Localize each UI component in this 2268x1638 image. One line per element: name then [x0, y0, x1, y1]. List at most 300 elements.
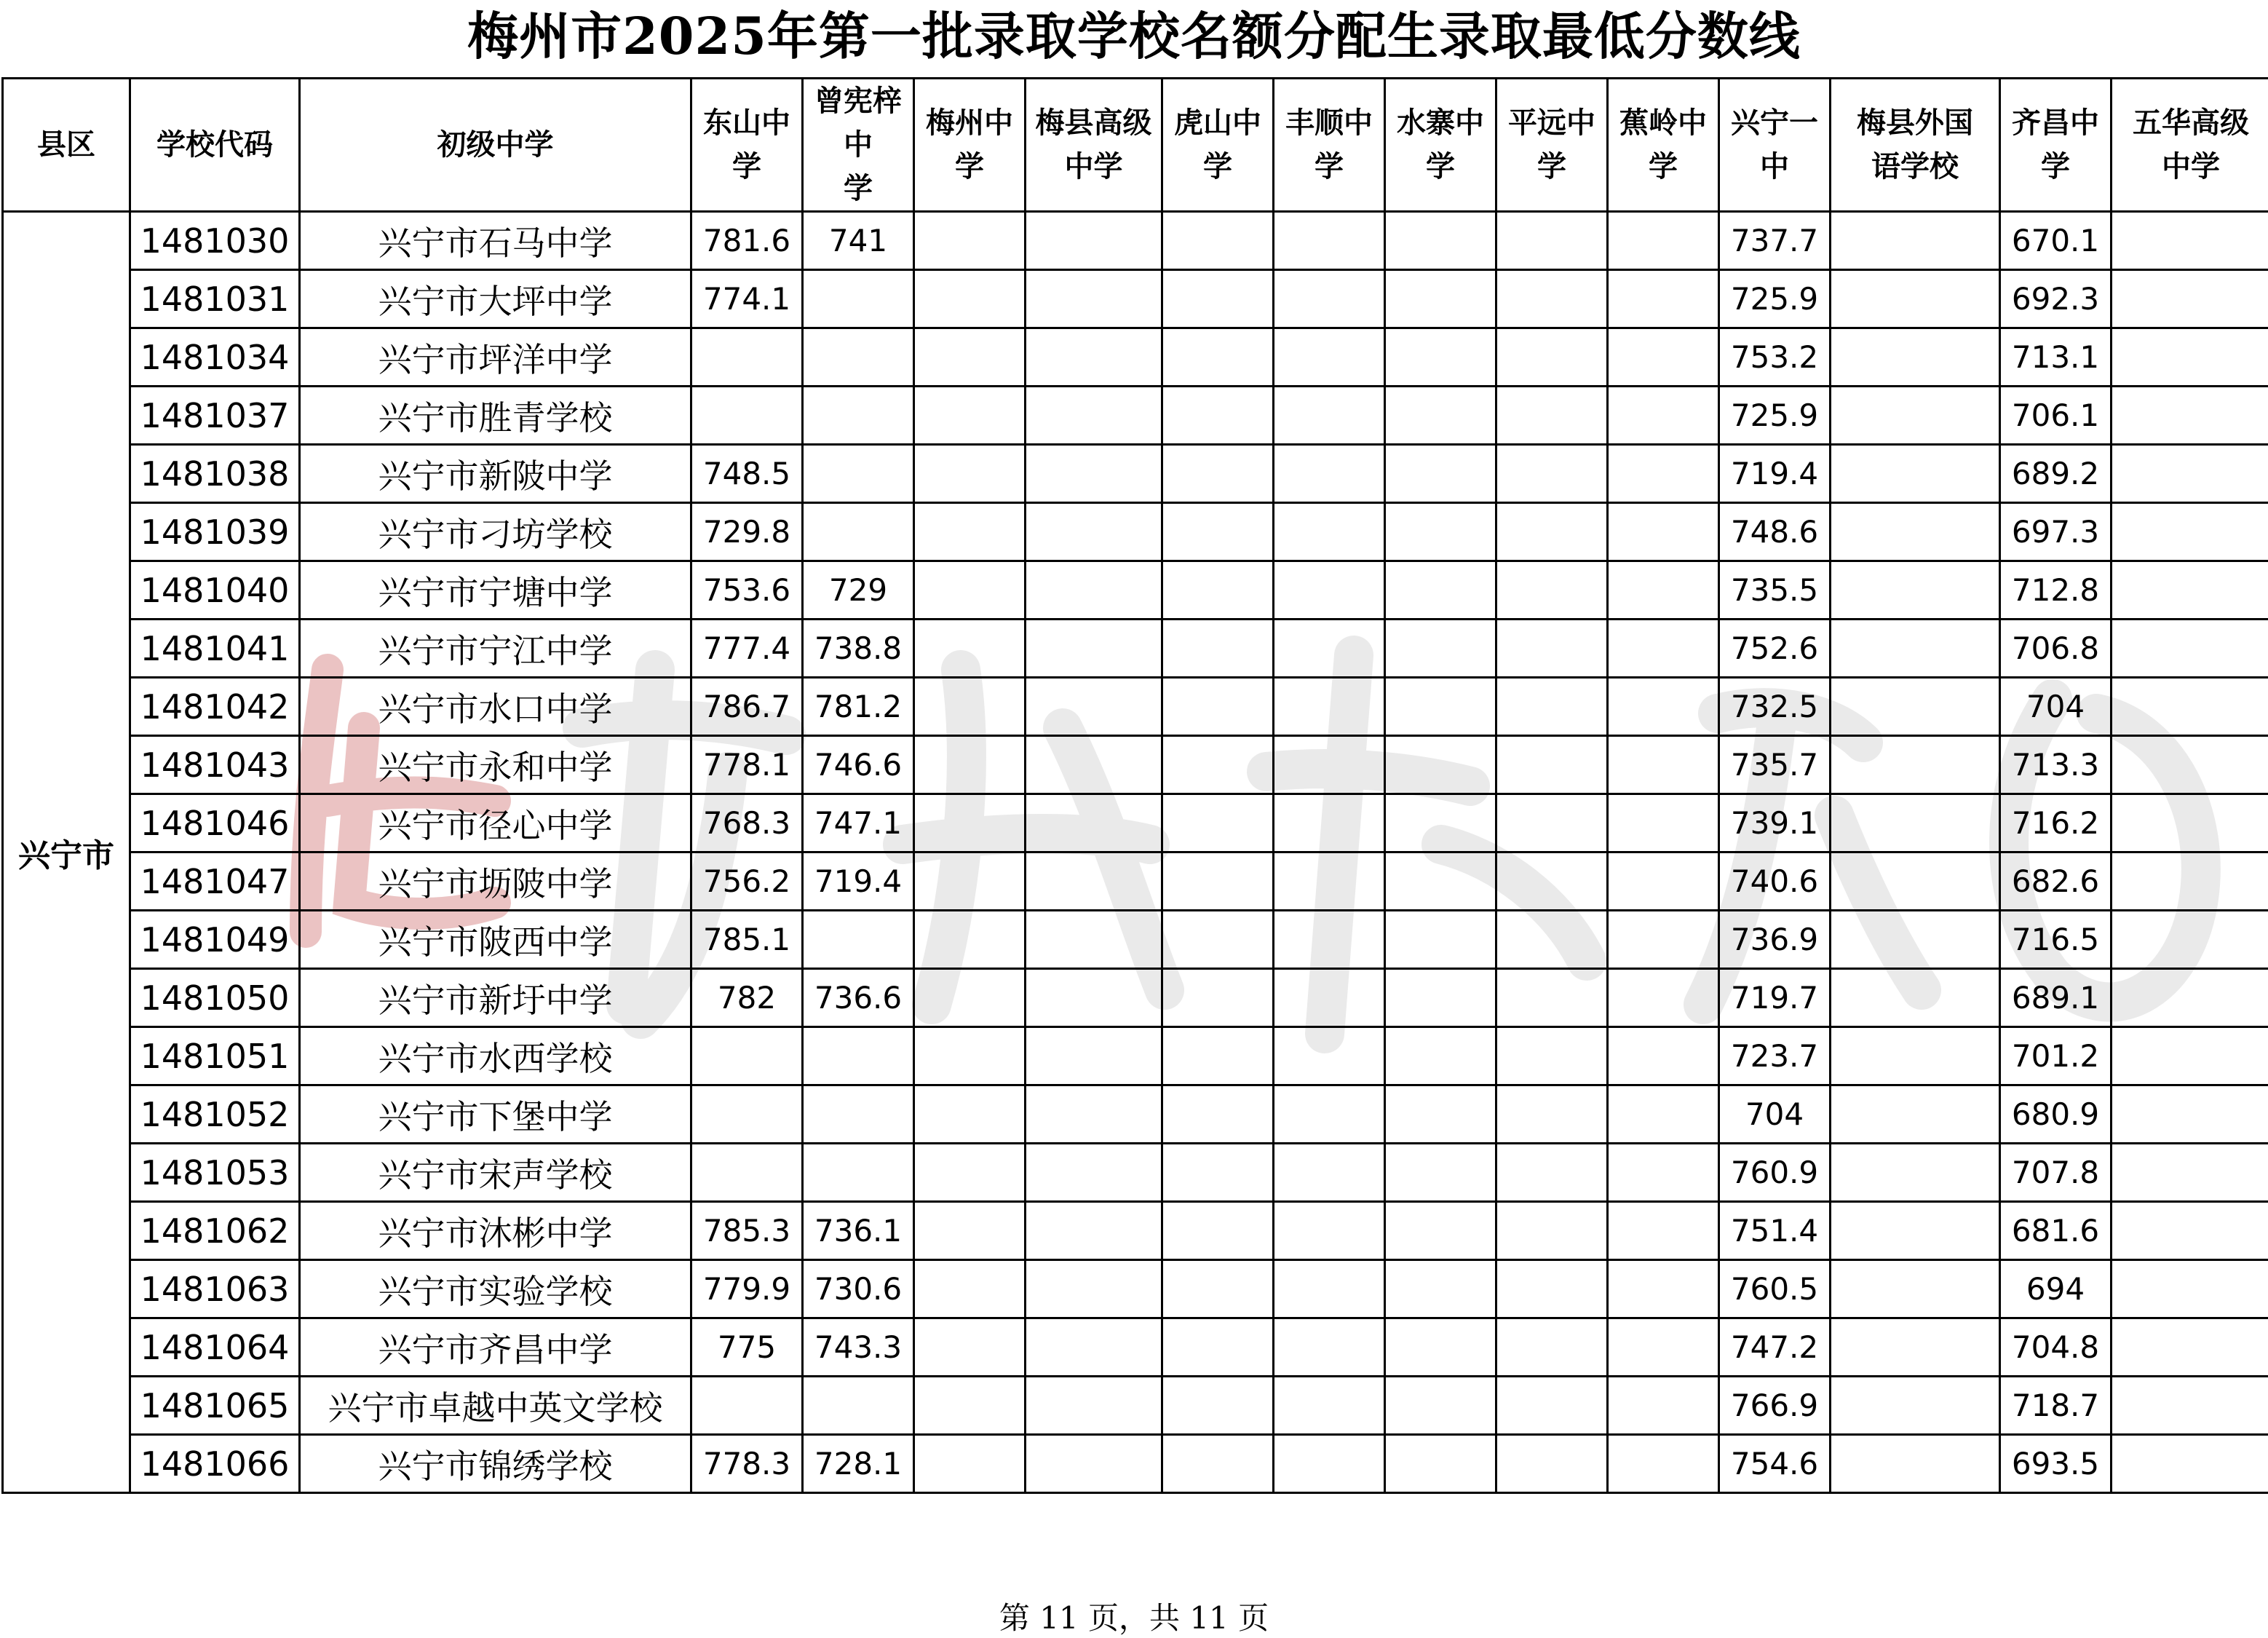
- score-cell: [1385, 1027, 1496, 1085]
- score-cell: 712.8: [2000, 561, 2112, 620]
- header-cell: 兴宁一 中: [1719, 79, 1831, 212]
- score-cell: 785.1: [691, 911, 803, 969]
- school-name-cell: 兴宁市实验学校: [300, 1260, 691, 1318]
- page-footer: 第 11 页，共 11 页: [0, 1594, 2268, 1638]
- score-cell: [1026, 1085, 1162, 1144]
- score-cell: [914, 270, 1026, 328]
- score-cell: [1162, 561, 1274, 620]
- score-cell: [914, 1260, 1026, 1318]
- score-cell: [1608, 445, 1719, 503]
- score-cell: [1385, 794, 1496, 852]
- score-cell: [1496, 328, 1608, 387]
- score-cell: [2112, 911, 2268, 969]
- school-name-cell: 兴宁市径心中学: [300, 794, 691, 852]
- score-cell: [1274, 794, 1385, 852]
- score-cell: [2112, 1144, 2268, 1202]
- header-cell: 蕉岭中 学: [1608, 79, 1719, 212]
- school-code-cell: 1481038: [130, 445, 300, 503]
- score-cell: [914, 1085, 1026, 1144]
- score-cell: [1162, 1085, 1274, 1144]
- score-cell: 748.6: [1719, 503, 1831, 561]
- score-cell: [914, 445, 1026, 503]
- score-cell: 753.2: [1719, 328, 1831, 387]
- score-cell: [803, 1027, 914, 1085]
- header-cell: 梅州中 学: [914, 79, 1026, 212]
- score-cell: [1274, 387, 1385, 445]
- score-cell: [914, 678, 1026, 736]
- score-cell: [1274, 328, 1385, 387]
- score-cell: [1162, 620, 1274, 678]
- school-code-cell: 1481031: [130, 270, 300, 328]
- score-cell: 741: [803, 212, 914, 270]
- score-cell: [1608, 503, 1719, 561]
- score-cell: [1274, 620, 1385, 678]
- header-cell: 县区: [3, 79, 130, 212]
- school-code-cell: 1481064: [130, 1318, 300, 1377]
- score-cell: [914, 1377, 1026, 1435]
- score-cell: 740.6: [1719, 852, 1831, 911]
- score-cell: [1385, 1202, 1496, 1260]
- score-cell: [1608, 212, 1719, 270]
- score-cell: [1274, 1260, 1385, 1318]
- score-cell: [1496, 911, 1608, 969]
- score-cell: [2112, 620, 2268, 678]
- score-cell: 693.5: [2000, 1435, 2112, 1493]
- score-cell: [1274, 678, 1385, 736]
- score-cell: [1026, 212, 1162, 270]
- score-cell: [1274, 1202, 1385, 1260]
- score-cell: [1162, 270, 1274, 328]
- score-cell: [1026, 1318, 1162, 1377]
- score-cell: 729: [803, 561, 914, 620]
- score-cell: [914, 794, 1026, 852]
- school-code-cell: 1481043: [130, 736, 300, 794]
- school-name-cell: 兴宁市陂西中学: [300, 911, 691, 969]
- score-cell: [1274, 1377, 1385, 1435]
- score-cell: [914, 1027, 1026, 1085]
- score-cell: [1385, 1377, 1496, 1435]
- school-code-cell: 1481065: [130, 1377, 300, 1435]
- score-cell: [1496, 852, 1608, 911]
- score-cell: [1385, 1144, 1496, 1202]
- school-code-cell: 1481050: [130, 969, 300, 1027]
- score-cell: [1608, 1318, 1719, 1377]
- school-name-cell: 兴宁市新陂中学: [300, 445, 691, 503]
- table-row: [3, 794, 2268, 852]
- score-cell: [1385, 445, 1496, 503]
- score-cell: [914, 1144, 1026, 1202]
- school-code-cell: 1481063: [130, 1260, 300, 1318]
- score-cell: [803, 1085, 914, 1144]
- header-cell: 丰顺中 学: [1274, 79, 1385, 212]
- school-name-cell: 兴宁市沐彬中学: [300, 1202, 691, 1260]
- score-cell: [2112, 1318, 2268, 1377]
- school-code-cell: 1481041: [130, 620, 300, 678]
- school-code-cell: 1481066: [130, 1435, 300, 1493]
- score-cell: [1496, 445, 1608, 503]
- score-cell: 725.9: [1719, 270, 1831, 328]
- score-cell: [1385, 620, 1496, 678]
- score-cell: [691, 1085, 803, 1144]
- school-code-cell: 1481034: [130, 328, 300, 387]
- score-cell: 747.1: [803, 794, 914, 852]
- score-cell: [1608, 1085, 1719, 1144]
- score-cell: [2112, 1435, 2268, 1493]
- score-cell: [1831, 1027, 2000, 1085]
- score-cell: [1026, 1377, 1162, 1435]
- score-cell: [2112, 561, 2268, 620]
- score-cell: [914, 212, 1026, 270]
- score-cell: [1831, 678, 2000, 736]
- score-cell: [2112, 1260, 2268, 1318]
- score-cell: [1162, 678, 1274, 736]
- score-cell: [2112, 1085, 2268, 1144]
- table-row: [3, 678, 2268, 736]
- score-cell: [1162, 1027, 1274, 1085]
- score-cell: [1385, 212, 1496, 270]
- score-cell: [803, 1377, 914, 1435]
- table-row: [3, 1144, 2268, 1202]
- score-cell: [2112, 678, 2268, 736]
- table-row: [3, 445, 2268, 503]
- score-cell: [1274, 445, 1385, 503]
- score-cell: 707.8: [2000, 1144, 2112, 1202]
- score-cell: [1608, 1144, 1719, 1202]
- score-cell: [1496, 503, 1608, 561]
- score-cell: [1496, 1085, 1608, 1144]
- score-cell: [1831, 1144, 2000, 1202]
- score-cell: 743.3: [803, 1318, 914, 1377]
- score-cell: [1831, 387, 2000, 445]
- score-cell: [1026, 503, 1162, 561]
- score-cell: [1496, 1435, 1608, 1493]
- score-cell: 748.5: [691, 445, 803, 503]
- table-row: [3, 1085, 2268, 1144]
- score-cell: [1608, 852, 1719, 911]
- score-cell: [1162, 1144, 1274, 1202]
- score-cell: [1496, 387, 1608, 445]
- score-cell: [1385, 270, 1496, 328]
- score-cell: 766.9: [1719, 1377, 1831, 1435]
- score-cell: [2112, 1377, 2268, 1435]
- score-cell: [1496, 212, 1608, 270]
- score-cell: [1496, 969, 1608, 1027]
- score-cell: [1274, 1027, 1385, 1085]
- score-cell: [1831, 561, 2000, 620]
- score-cell: 730.6: [803, 1260, 914, 1318]
- header-cell: 东山中 学: [691, 79, 803, 212]
- score-cell: 682.6: [2000, 852, 2112, 911]
- header-cell: 梅县外国 语学校: [1831, 79, 2000, 212]
- school-name-cell: 兴宁市坪洋中学: [300, 328, 691, 387]
- table-row: [3, 328, 2268, 387]
- school-name-cell: 兴宁市永和中学: [300, 736, 691, 794]
- score-cell: [2112, 1027, 2268, 1085]
- score-cell: [1274, 1144, 1385, 1202]
- header-cell: 学校代码: [130, 79, 300, 212]
- score-cell: [1385, 969, 1496, 1027]
- score-cell: 735.7: [1719, 736, 1831, 794]
- score-cell: 736.1: [803, 1202, 914, 1260]
- score-cell: [914, 328, 1026, 387]
- score-cell: 736.9: [1719, 911, 1831, 969]
- table-row: [3, 270, 2268, 328]
- score-cell: [914, 911, 1026, 969]
- score-cell: 704: [1719, 1085, 1831, 1144]
- score-cell: 716.5: [2000, 911, 2112, 969]
- score-cell: 719.7: [1719, 969, 1831, 1027]
- score-cell: [1385, 387, 1496, 445]
- score-cell: 681.6: [2000, 1202, 2112, 1260]
- score-cell: 735.5: [1719, 561, 1831, 620]
- school-name-cell: 兴宁市锦绣学校: [300, 1435, 691, 1493]
- score-cell: 719.4: [803, 852, 914, 911]
- school-name-cell: 兴宁市齐昌中学: [300, 1318, 691, 1377]
- score-cell: [1608, 1202, 1719, 1260]
- school-code-cell: 1481052: [130, 1085, 300, 1144]
- school-name-cell: 兴宁市宁江中学: [300, 620, 691, 678]
- score-cell: [1162, 794, 1274, 852]
- score-cell: [803, 387, 914, 445]
- score-cell: [1274, 1085, 1385, 1144]
- school-code-cell: 1481053: [130, 1144, 300, 1202]
- score-cell: [1274, 736, 1385, 794]
- score-cell: [1831, 794, 2000, 852]
- score-cell: [1026, 387, 1162, 445]
- score-cell: 778.1: [691, 736, 803, 794]
- score-cell: [1162, 503, 1274, 561]
- score-cell: [1162, 1377, 1274, 1435]
- score-cell: [1026, 1435, 1162, 1493]
- score-cell: [1496, 1377, 1608, 1435]
- school-name-cell: 兴宁市水西学校: [300, 1027, 691, 1085]
- score-cell: 737.7: [1719, 212, 1831, 270]
- score-cell: [1274, 852, 1385, 911]
- score-cell: [1385, 561, 1496, 620]
- score-cell: [803, 911, 914, 969]
- score-cell: [914, 503, 1026, 561]
- header-cell: 初级中学: [300, 79, 691, 212]
- score-cell: [1831, 620, 2000, 678]
- school-code-cell: 1481047: [130, 852, 300, 911]
- score-cell: [803, 270, 914, 328]
- score-cell: [1831, 270, 2000, 328]
- score-cell: [1162, 911, 1274, 969]
- score-cell: [914, 1318, 1026, 1377]
- score-cell: [2112, 736, 2268, 794]
- score-cell: 704: [2000, 678, 2112, 736]
- table-row: [3, 387, 2268, 445]
- score-cell: [2112, 503, 2268, 561]
- score-cell: 697.3: [2000, 503, 2112, 561]
- score-cell: [1831, 1435, 2000, 1493]
- score-cell: 781.2: [803, 678, 914, 736]
- district-cell: 兴宁市: [3, 212, 130, 1493]
- school-name-cell: 兴宁市宁塘中学: [300, 561, 691, 620]
- score-cell: 704.8: [2000, 1318, 2112, 1377]
- school-code-cell: 1481049: [130, 911, 300, 969]
- score-cell: [1608, 328, 1719, 387]
- table-row: [3, 969, 2268, 1027]
- score-cell: [2112, 212, 2268, 270]
- score-cell: [1385, 1435, 1496, 1493]
- score-cell: [1026, 911, 1162, 969]
- school-name-cell: 兴宁市大坪中学: [300, 270, 691, 328]
- table-row: [3, 1027, 2268, 1085]
- school-name-cell: 兴宁市坜陂中学: [300, 852, 691, 911]
- score-cell: 723.7: [1719, 1027, 1831, 1085]
- score-cell: [691, 1144, 803, 1202]
- score-cell: [691, 1027, 803, 1085]
- score-cell: 746.6: [803, 736, 914, 794]
- score-cell: [1162, 852, 1274, 911]
- score-cell: [1026, 445, 1162, 503]
- score-cell: 729.8: [691, 503, 803, 561]
- score-cell: [1831, 212, 2000, 270]
- score-cell: [1496, 1144, 1608, 1202]
- school-code-cell: 1481042: [130, 678, 300, 736]
- score-cell: [1162, 445, 1274, 503]
- score-cell: [1831, 736, 2000, 794]
- table-body: [3, 212, 2268, 1493]
- header-cell: 虎山中 学: [1162, 79, 1274, 212]
- score-cell: [691, 328, 803, 387]
- header-cell: 梅县高级 中学: [1026, 79, 1162, 212]
- score-cell: [1026, 1144, 1162, 1202]
- score-cell: [1162, 969, 1274, 1027]
- score-cell: 738.8: [803, 620, 914, 678]
- score-cell: 751.4: [1719, 1202, 1831, 1260]
- score-cell: [1274, 1318, 1385, 1377]
- score-cell: 756.2: [691, 852, 803, 911]
- score-cell: [1385, 911, 1496, 969]
- score-cell: [1608, 1027, 1719, 1085]
- score-cell: [1496, 736, 1608, 794]
- score-cell: [1831, 1318, 2000, 1377]
- score-cell: [1608, 678, 1719, 736]
- score-cell: [1026, 1027, 1162, 1085]
- score-cell: 728.1: [803, 1435, 914, 1493]
- score-cell: [1162, 1202, 1274, 1260]
- school-name-cell: 兴宁市宋声学校: [300, 1144, 691, 1202]
- school-code-cell: 1481039: [130, 503, 300, 561]
- table-row: [3, 561, 2268, 620]
- header-cell: 平远中 学: [1496, 79, 1608, 212]
- score-cell: [1496, 1260, 1608, 1318]
- score-cell: [1608, 794, 1719, 852]
- score-cell: 760.5: [1719, 1260, 1831, 1318]
- score-cell: 713.3: [2000, 736, 2112, 794]
- score-cell: 718.7: [2000, 1377, 2112, 1435]
- score-cell: [1162, 1260, 1274, 1318]
- score-cell: 760.9: [1719, 1144, 1831, 1202]
- score-cell: [914, 852, 1026, 911]
- score-cell: [1385, 736, 1496, 794]
- score-cell: [1496, 1027, 1608, 1085]
- score-cell: 716.2: [2000, 794, 2112, 852]
- score-cell: [803, 1144, 914, 1202]
- score-cell: [1026, 678, 1162, 736]
- score-cell: [1831, 503, 2000, 561]
- score-cell: [1608, 387, 1719, 445]
- score-cell: [1496, 678, 1608, 736]
- score-cell: [1274, 561, 1385, 620]
- score-cell: 747.2: [1719, 1318, 1831, 1377]
- score-cell: [1026, 794, 1162, 852]
- score-cell: [1385, 328, 1496, 387]
- score-cell: [1496, 270, 1608, 328]
- score-cell: 706.1: [2000, 387, 2112, 445]
- score-cell: [1385, 1260, 1496, 1318]
- table-row: [3, 620, 2268, 678]
- score-cell: 777.4: [691, 620, 803, 678]
- school-code-cell: 1481046: [130, 794, 300, 852]
- score-cell: [1608, 1435, 1719, 1493]
- score-cell: [1608, 270, 1719, 328]
- score-cell: [1496, 1318, 1608, 1377]
- score-cell: 732.5: [1719, 678, 1831, 736]
- score-cell: [1385, 1318, 1496, 1377]
- score-cell: 701.2: [2000, 1027, 2112, 1085]
- score-cell: 739.1: [1719, 794, 1831, 852]
- score-cell: [2112, 969, 2268, 1027]
- school-code-cell: 1481062: [130, 1202, 300, 1260]
- table-row: [3, 1318, 2268, 1377]
- header-row: [3, 79, 2268, 212]
- score-cell: 670.1: [2000, 212, 2112, 270]
- score-cell: [1608, 620, 1719, 678]
- score-cell: [1026, 1202, 1162, 1260]
- score-cell: 768.3: [691, 794, 803, 852]
- score-cell: [2112, 794, 2268, 852]
- score-cell: [2112, 387, 2268, 445]
- score-table: [1, 77, 2268, 1494]
- score-cell: [914, 1202, 1026, 1260]
- score-cell: [1831, 911, 2000, 969]
- page-title: 梅州市2025年第一批录取学校名额分配生录取最低分数线: [0, 1, 2268, 71]
- score-cell: [2112, 1202, 2268, 1260]
- score-cell: [914, 969, 1026, 1027]
- score-cell: [1162, 736, 1274, 794]
- score-cell: [1496, 1202, 1608, 1260]
- score-cell: [1831, 1202, 2000, 1260]
- score-cell: [803, 445, 914, 503]
- table-row: [3, 503, 2268, 561]
- header-cell: 齐昌中 学: [2000, 79, 2112, 212]
- score-cell: [1608, 969, 1719, 1027]
- header-cell: 曾宪梓中 学: [803, 79, 914, 212]
- score-cell: 779.9: [691, 1260, 803, 1318]
- school-name-cell: 兴宁市水口中学: [300, 678, 691, 736]
- score-cell: [2112, 328, 2268, 387]
- score-cell: [1831, 328, 2000, 387]
- score-cell: [2112, 852, 2268, 911]
- score-cell: [691, 1377, 803, 1435]
- score-cell: [1026, 1260, 1162, 1318]
- score-cell: [1385, 503, 1496, 561]
- table-row: [3, 1377, 2268, 1435]
- score-cell: [1608, 736, 1719, 794]
- score-cell: [1274, 911, 1385, 969]
- score-cell: 782: [691, 969, 803, 1027]
- header-cell: 水寨中 学: [1385, 79, 1496, 212]
- school-name-cell: 兴宁市胜青学校: [300, 387, 691, 445]
- score-cell: [1274, 212, 1385, 270]
- score-cell: 781.6: [691, 212, 803, 270]
- school-name-cell: 兴宁市下堡中学: [300, 1085, 691, 1144]
- table-row: [3, 212, 2268, 270]
- score-cell: 706.8: [2000, 620, 2112, 678]
